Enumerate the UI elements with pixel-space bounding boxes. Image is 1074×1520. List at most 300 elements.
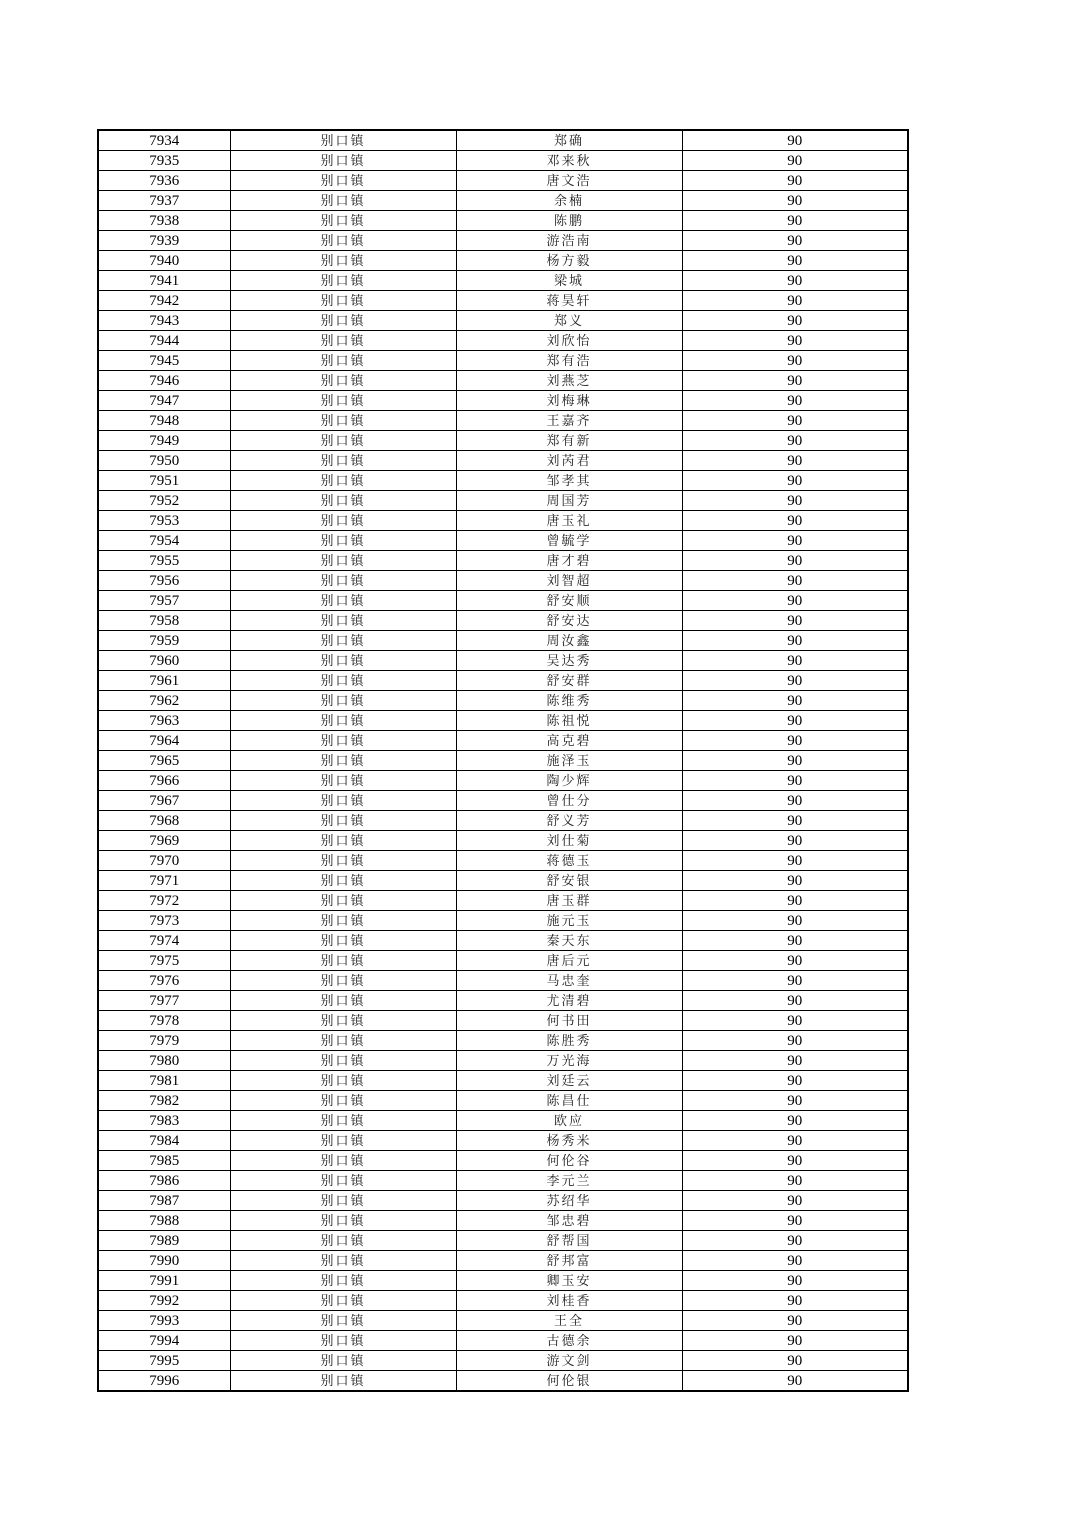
- table-row: [98, 1231, 908, 1251]
- table-row: [98, 331, 908, 351]
- name-cell: 何书田: [456, 1011, 682, 1031]
- town-cell: 别口镇: [230, 531, 456, 551]
- score-cell: 90: [682, 551, 908, 571]
- name-cell: 唐后元: [456, 951, 682, 971]
- name-cell: 欧应: [456, 1111, 682, 1131]
- row-number-cell: 7982: [98, 1091, 230, 1111]
- name-cell: 余楠: [456, 191, 682, 211]
- table-row: [98, 471, 908, 491]
- town-cell: 别口镇: [230, 1351, 456, 1371]
- town-cell: 别口镇: [230, 191, 456, 211]
- row-number-cell: 7949: [98, 431, 230, 451]
- name-cell: 苏绍华: [456, 1191, 682, 1211]
- row-number-cell: 7961: [98, 671, 230, 691]
- town-cell: 别口镇: [230, 811, 456, 831]
- score-cell: 90: [682, 1331, 908, 1351]
- row-number-cell: 7970: [98, 851, 230, 871]
- score-cell: 90: [682, 471, 908, 491]
- name-cell: 邹忠碧: [456, 1211, 682, 1231]
- row-number-cell: 7984: [98, 1131, 230, 1151]
- table-row: [98, 951, 908, 971]
- name-cell: 陈胜秀: [456, 1031, 682, 1051]
- table-row: [98, 1011, 908, 1031]
- table-row: [98, 1251, 908, 1271]
- table-row: [98, 611, 908, 631]
- row-number-cell: 7959: [98, 631, 230, 651]
- name-cell: 何伦谷: [456, 1151, 682, 1171]
- row-number-cell: 7934: [98, 130, 230, 151]
- row-number-cell: 7947: [98, 391, 230, 411]
- name-cell: 刘智超: [456, 571, 682, 591]
- score-cell: 90: [682, 1251, 908, 1271]
- town-cell: 别口镇: [230, 351, 456, 371]
- name-cell: 高克碧: [456, 731, 682, 751]
- name-cell: 蒋昊轩: [456, 291, 682, 311]
- name-cell: 刘仕菊: [456, 831, 682, 851]
- row-number-cell: 7993: [98, 1311, 230, 1331]
- name-cell: 周国芳: [456, 491, 682, 511]
- row-number-cell: 7942: [98, 291, 230, 311]
- town-cell: 别口镇: [230, 851, 456, 871]
- table-row: [98, 911, 908, 931]
- row-number-cell: 7985: [98, 1151, 230, 1171]
- row-number-cell: 7951: [98, 471, 230, 491]
- score-cell: 90: [682, 731, 908, 751]
- town-cell: 别口镇: [230, 151, 456, 171]
- score-cell: 90: [682, 311, 908, 331]
- score-cell: 90: [682, 371, 908, 391]
- town-cell: 别口镇: [230, 911, 456, 931]
- town-cell: 别口镇: [230, 331, 456, 351]
- town-cell: 别口镇: [230, 1091, 456, 1111]
- row-number-cell: 7968: [98, 811, 230, 831]
- row-number-cell: 7938: [98, 211, 230, 231]
- table-row: [98, 1371, 908, 1392]
- score-cell: 90: [682, 891, 908, 911]
- row-number-cell: 7948: [98, 411, 230, 431]
- row-number-cell: 7990: [98, 1251, 230, 1271]
- town-cell: 别口镇: [230, 1251, 456, 1271]
- town-cell: 别口镇: [230, 631, 456, 651]
- row-number-cell: 7974: [98, 931, 230, 951]
- score-cell: 90: [682, 291, 908, 311]
- town-cell: 别口镇: [230, 931, 456, 951]
- town-cell: 别口镇: [230, 711, 456, 731]
- town-cell: 别口镇: [230, 491, 456, 511]
- row-number-cell: 7994: [98, 1331, 230, 1351]
- row-number-cell: 7986: [98, 1171, 230, 1191]
- score-cell: 90: [682, 511, 908, 531]
- row-number-cell: 7969: [98, 831, 230, 851]
- name-cell: 万光海: [456, 1051, 682, 1071]
- row-number-cell: 7988: [98, 1211, 230, 1231]
- name-cell: 陈维秀: [456, 691, 682, 711]
- town-cell: 别口镇: [230, 371, 456, 391]
- town-cell: 别口镇: [230, 130, 456, 151]
- score-cell: 90: [682, 711, 908, 731]
- table-row: [98, 211, 908, 231]
- name-cell: 秦天东: [456, 931, 682, 951]
- name-cell: 刘桂香: [456, 1291, 682, 1311]
- town-cell: 别口镇: [230, 1371, 456, 1392]
- score-cell: 90: [682, 451, 908, 471]
- name-cell: 游文剑: [456, 1351, 682, 1371]
- town-cell: 别口镇: [230, 771, 456, 791]
- town-cell: 别口镇: [230, 971, 456, 991]
- table-row: [98, 831, 908, 851]
- name-cell: 施元玉: [456, 911, 682, 931]
- table-row: [98, 991, 908, 1011]
- table-row: [98, 771, 908, 791]
- row-number-cell: 7981: [98, 1071, 230, 1091]
- score-cell: 90: [682, 831, 908, 851]
- row-number-cell: 7940: [98, 251, 230, 271]
- score-cell: 90: [682, 1311, 908, 1331]
- table-row: [98, 191, 908, 211]
- town-cell: 别口镇: [230, 271, 456, 291]
- table-row: [98, 1311, 908, 1331]
- row-number-cell: 7937: [98, 191, 230, 211]
- table-row: [98, 511, 908, 531]
- row-number-cell: 7952: [98, 491, 230, 511]
- table-row: [98, 1191, 908, 1211]
- name-cell: 刘欣怡: [456, 331, 682, 351]
- town-cell: 别口镇: [230, 1211, 456, 1231]
- row-number-cell: 7963: [98, 711, 230, 731]
- score-cell: 90: [682, 211, 908, 231]
- table-row: [98, 671, 908, 691]
- row-number-cell: 7954: [98, 531, 230, 551]
- name-cell: 施泽玉: [456, 751, 682, 771]
- town-cell: 别口镇: [230, 1131, 456, 1151]
- table-row: [98, 1091, 908, 1111]
- name-cell: 曾仕分: [456, 791, 682, 811]
- name-cell: 邓来秋: [456, 151, 682, 171]
- town-cell: 别口镇: [230, 451, 456, 471]
- name-cell: 舒安顺: [456, 591, 682, 611]
- score-cell: 90: [682, 571, 908, 591]
- name-cell: 陈鹏: [456, 211, 682, 231]
- row-number-cell: 7977: [98, 991, 230, 1011]
- row-number-cell: 7992: [98, 1291, 230, 1311]
- score-cell: 90: [682, 851, 908, 871]
- score-cell: 90: [682, 1271, 908, 1291]
- town-cell: 别口镇: [230, 1031, 456, 1051]
- town-cell: 别口镇: [230, 671, 456, 691]
- town-cell: 别口镇: [230, 951, 456, 971]
- table-row: [98, 271, 908, 291]
- table-row: [98, 130, 908, 151]
- table-row: [98, 651, 908, 671]
- score-cell: 90: [682, 531, 908, 551]
- town-cell: 别口镇: [230, 1291, 456, 1311]
- row-number-cell: 7936: [98, 171, 230, 191]
- name-cell: 蒋德玉: [456, 851, 682, 871]
- table-row: [98, 1071, 908, 1091]
- name-cell: 刘廷云: [456, 1071, 682, 1091]
- table-row: [98, 811, 908, 831]
- table-row: [98, 551, 908, 571]
- name-cell: 郑义: [456, 311, 682, 331]
- score-cell: 90: [682, 1171, 908, 1191]
- score-cell: 90: [682, 331, 908, 351]
- town-cell: 别口镇: [230, 731, 456, 751]
- score-cell: 90: [682, 391, 908, 411]
- name-cell: 刘芮君: [456, 451, 682, 471]
- name-cell: 唐玉群: [456, 891, 682, 911]
- town-cell: 别口镇: [230, 1011, 456, 1031]
- table-row: [98, 491, 908, 511]
- table-row: [98, 691, 908, 711]
- town-cell: 别口镇: [230, 291, 456, 311]
- town-cell: 别口镇: [230, 1151, 456, 1171]
- town-cell: 别口镇: [230, 211, 456, 231]
- score-cell: 90: [682, 491, 908, 511]
- table-row: [98, 751, 908, 771]
- name-cell: 陈昌仕: [456, 1091, 682, 1111]
- score-cell: 90: [682, 191, 908, 211]
- table-row: [98, 851, 908, 871]
- town-cell: 别口镇: [230, 551, 456, 571]
- town-cell: 别口镇: [230, 1271, 456, 1291]
- name-cell: 舒帮国: [456, 1231, 682, 1251]
- table-row: [98, 731, 908, 751]
- score-cell: 90: [682, 171, 908, 191]
- score-cell: 90: [682, 671, 908, 691]
- town-cell: 别口镇: [230, 431, 456, 451]
- score-cell: 90: [682, 1031, 908, 1051]
- table-row: [98, 311, 908, 331]
- row-number-cell: 7967: [98, 791, 230, 811]
- table-row: [98, 231, 908, 251]
- row-number-cell: 7983: [98, 1111, 230, 1131]
- town-cell: 别口镇: [230, 1231, 456, 1251]
- name-cell: 郑确: [456, 130, 682, 151]
- table-row: [98, 1031, 908, 1051]
- town-cell: 别口镇: [230, 991, 456, 1011]
- name-cell: 何伦银: [456, 1371, 682, 1392]
- row-number-cell: 7973: [98, 911, 230, 931]
- name-cell: 杨方毅: [456, 251, 682, 271]
- name-cell: 尤清碧: [456, 991, 682, 1011]
- row-number-cell: 7956: [98, 571, 230, 591]
- row-number-cell: 7989: [98, 1231, 230, 1251]
- town-cell: 别口镇: [230, 411, 456, 431]
- row-number-cell: 7957: [98, 591, 230, 611]
- row-number-cell: 7964: [98, 731, 230, 751]
- score-cell: 90: [682, 971, 908, 991]
- town-cell: 别口镇: [230, 311, 456, 331]
- row-number-cell: 7979: [98, 1031, 230, 1051]
- name-cell: 舒邦富: [456, 1251, 682, 1271]
- score-cell: 90: [682, 651, 908, 671]
- table-row: [98, 1111, 908, 1131]
- row-number-cell: 7996: [98, 1371, 230, 1392]
- name-cell: 刘燕芝: [456, 371, 682, 391]
- table-row: [98, 151, 908, 171]
- table-row: [98, 451, 908, 471]
- town-cell: 别口镇: [230, 511, 456, 531]
- row-number-cell: 7975: [98, 951, 230, 971]
- score-cell: 90: [682, 751, 908, 771]
- row-number-cell: 7991: [98, 1271, 230, 1291]
- town-cell: 别口镇: [230, 471, 456, 491]
- town-cell: 别口镇: [230, 1111, 456, 1131]
- town-cell: 别口镇: [230, 1191, 456, 1211]
- name-cell: 卿玉安: [456, 1271, 682, 1291]
- town-cell: 别口镇: [230, 1311, 456, 1331]
- row-number-cell: 7995: [98, 1351, 230, 1371]
- name-cell: 唐文浩: [456, 171, 682, 191]
- table-row: [98, 791, 908, 811]
- score-cell: 90: [682, 631, 908, 651]
- table-row: [98, 711, 908, 731]
- name-cell: 唐才碧: [456, 551, 682, 571]
- name-cell: 唐玉礼: [456, 511, 682, 531]
- town-cell: 别口镇: [230, 231, 456, 251]
- town-cell: 别口镇: [230, 691, 456, 711]
- table-row: [98, 1051, 908, 1071]
- town-cell: 别口镇: [230, 1071, 456, 1091]
- score-cell: 90: [682, 1231, 908, 1251]
- score-cell: 90: [682, 271, 908, 291]
- town-cell: 别口镇: [230, 571, 456, 591]
- row-number-cell: 7971: [98, 871, 230, 891]
- row-number-cell: 7955: [98, 551, 230, 571]
- row-number-cell: 7972: [98, 891, 230, 911]
- table-row: [98, 431, 908, 451]
- score-cell: 90: [682, 351, 908, 371]
- name-cell: 王全: [456, 1311, 682, 1331]
- score-cell: 90: [682, 1211, 908, 1231]
- name-cell: 游浩南: [456, 231, 682, 251]
- row-number-cell: 7960: [98, 651, 230, 671]
- table-row: [98, 571, 908, 591]
- table-row: [98, 531, 908, 551]
- score-cell: 90: [682, 151, 908, 171]
- table-row: [98, 591, 908, 611]
- row-number-cell: 7987: [98, 1191, 230, 1211]
- name-cell: 舒安达: [456, 611, 682, 631]
- name-cell: 舒义芳: [456, 811, 682, 831]
- town-cell: 别口镇: [230, 1171, 456, 1191]
- score-cell: 90: [682, 1091, 908, 1111]
- name-cell: 郑有浩: [456, 351, 682, 371]
- name-cell: 马忠奎: [456, 971, 682, 991]
- name-cell: 周汝鑫: [456, 631, 682, 651]
- name-cell: 杨秀米: [456, 1131, 682, 1151]
- town-cell: 别口镇: [230, 591, 456, 611]
- table-row: [98, 1271, 908, 1291]
- name-cell: 吴达秀: [456, 651, 682, 671]
- row-number-cell: 7953: [98, 511, 230, 531]
- row-number-cell: 7965: [98, 751, 230, 771]
- town-cell: 别口镇: [230, 171, 456, 191]
- name-cell: 陈祖悦: [456, 711, 682, 731]
- score-cell: 90: [682, 1151, 908, 1171]
- roster-table: [97, 129, 909, 1392]
- score-cell: 90: [682, 791, 908, 811]
- score-cell: 90: [682, 811, 908, 831]
- row-number-cell: 7943: [98, 311, 230, 331]
- table-row: [98, 1291, 908, 1311]
- score-cell: 90: [682, 1011, 908, 1031]
- name-cell: 曾毓学: [456, 531, 682, 551]
- name-cell: 邹孝其: [456, 471, 682, 491]
- table-row: [98, 1171, 908, 1191]
- score-cell: 90: [682, 991, 908, 1011]
- score-cell: 90: [682, 1351, 908, 1371]
- row-number-cell: 7976: [98, 971, 230, 991]
- table-row: [98, 1331, 908, 1351]
- score-cell: 90: [682, 1111, 908, 1131]
- town-cell: 别口镇: [230, 251, 456, 271]
- name-cell: 梁城: [456, 271, 682, 291]
- name-cell: 古德余: [456, 1331, 682, 1351]
- name-cell: 王嘉齐: [456, 411, 682, 431]
- score-cell: 90: [682, 871, 908, 891]
- row-number-cell: 7980: [98, 1051, 230, 1071]
- table-row: [98, 1151, 908, 1171]
- score-cell: 90: [682, 931, 908, 951]
- score-cell: 90: [682, 1051, 908, 1071]
- name-cell: 陶少辉: [456, 771, 682, 791]
- table-row: [98, 411, 908, 431]
- score-cell: 90: [682, 591, 908, 611]
- score-cell: 90: [682, 951, 908, 971]
- score-cell: 90: [682, 911, 908, 931]
- town-cell: 别口镇: [230, 651, 456, 671]
- row-number-cell: 7946: [98, 371, 230, 391]
- score-cell: 90: [682, 1071, 908, 1091]
- row-number-cell: 7958: [98, 611, 230, 631]
- score-cell: 90: [682, 1371, 908, 1392]
- table-row: [98, 371, 908, 391]
- row-number-cell: 7978: [98, 1011, 230, 1031]
- row-number-cell: 7945: [98, 351, 230, 371]
- name-cell: 刘梅琳: [456, 391, 682, 411]
- row-number-cell: 7939: [98, 231, 230, 251]
- score-cell: 90: [682, 611, 908, 631]
- row-number-cell: 7935: [98, 151, 230, 171]
- row-number-cell: 7950: [98, 451, 230, 471]
- table-row: [98, 971, 908, 991]
- town-cell: 别口镇: [230, 791, 456, 811]
- table-row: [98, 171, 908, 191]
- table-row: [98, 891, 908, 911]
- town-cell: 别口镇: [230, 611, 456, 631]
- table-row: [98, 871, 908, 891]
- score-cell: 90: [682, 771, 908, 791]
- score-cell: 90: [682, 431, 908, 451]
- town-cell: 别口镇: [230, 831, 456, 851]
- score-cell: 90: [682, 251, 908, 271]
- roster-body: [98, 130, 908, 1391]
- town-cell: 别口镇: [230, 391, 456, 411]
- name-cell: 郑有新: [456, 431, 682, 451]
- score-cell: 90: [682, 130, 908, 151]
- table-row: [98, 1131, 908, 1151]
- town-cell: 别口镇: [230, 1051, 456, 1071]
- table-row: [98, 931, 908, 951]
- table-row: [98, 391, 908, 411]
- town-cell: 别口镇: [230, 871, 456, 891]
- row-number-cell: 7966: [98, 771, 230, 791]
- table-row: [98, 291, 908, 311]
- score-cell: 90: [682, 1191, 908, 1211]
- row-number-cell: 7944: [98, 331, 230, 351]
- score-cell: 90: [682, 231, 908, 251]
